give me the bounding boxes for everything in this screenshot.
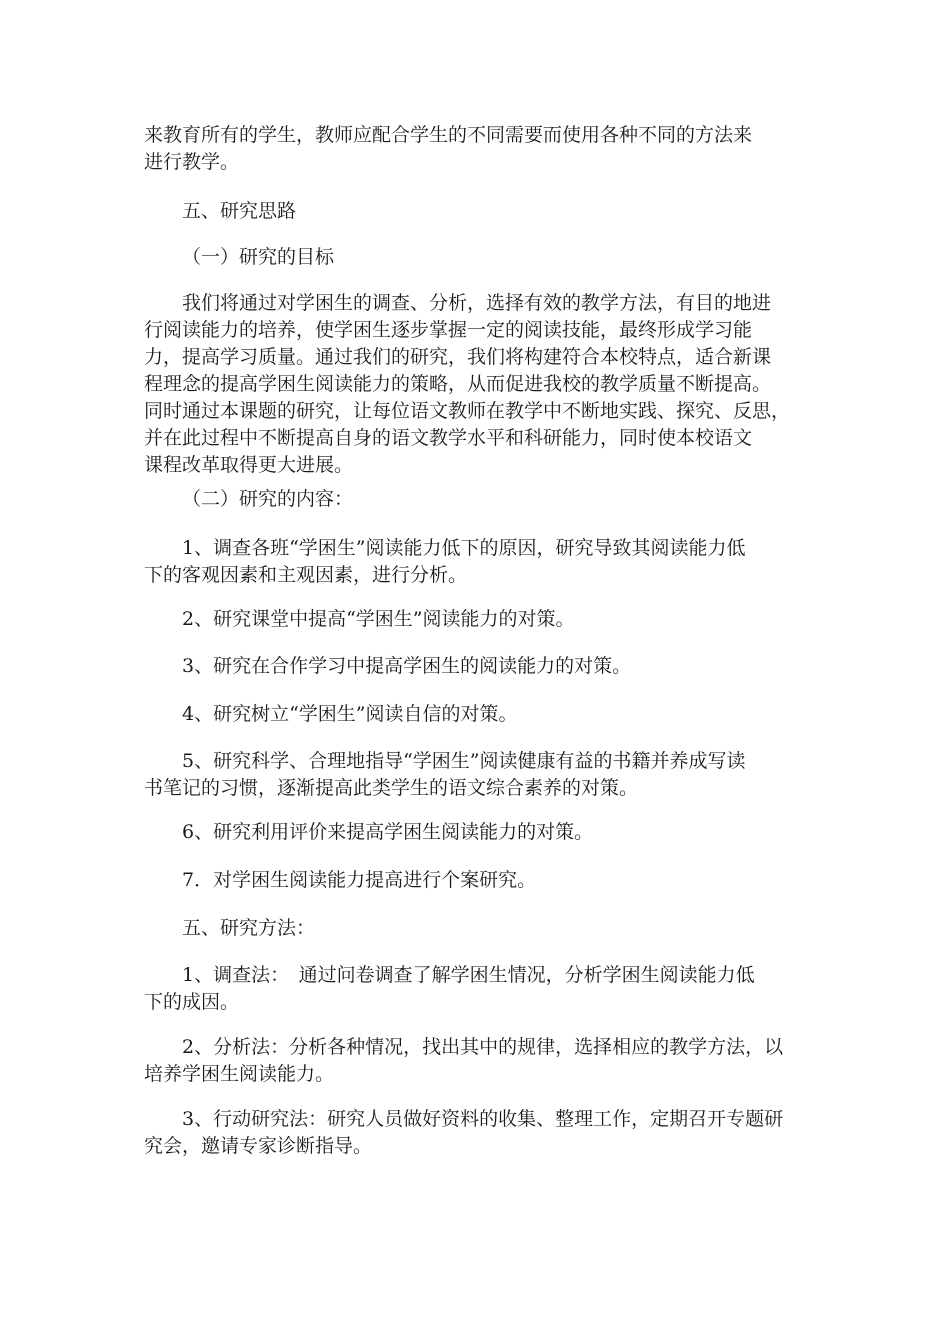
subheading-research-goal <box>144 244 824 271</box>
text-line: 培养学困生阅读能力。 <box>144 1063 335 1085</box>
list-item-7 <box>144 867 824 894</box>
list-item-4 <box>144 701 824 728</box>
text-line: 课程改革取得更大进展。 <box>144 454 354 476</box>
text-line: 3、研究在合作学习中提高学困生的阅读能力的对策。 <box>182 655 632 677</box>
text-line: 程理念的提高学困生阅读能力的策略，从而促进我校的教学质量不断提高。 <box>144 373 772 395</box>
text-line: 我们将通过对学困生的调查、分析，选择有效的教学方法，有目的地进 <box>182 292 772 314</box>
text-line: 行阅读能力的培养，使学困生逐步掌握一定的阅读技能，最终形成学习能 <box>144 319 753 341</box>
heading-research-methods <box>144 915 824 942</box>
text-line: 来教育所有的学生，教师应配合学生的不同需要而使用各种不同的方法来 <box>144 124 753 146</box>
text-line: 2、分析法：分析各种情况，找出其中的规律，选择相应的教学方法，以 <box>182 1036 784 1058</box>
paragraph-continuation <box>144 122 824 176</box>
text-line: 力，提高学习质量。通过我们的研究，我们将构建符合本校特点，适合新课 <box>144 346 772 368</box>
text-line: 5、研究科学、合理地指导“学困生”阅读健康有益的书籍并养成写读 <box>182 750 746 772</box>
list-item-6 <box>144 819 824 846</box>
text-line: 4、研究树立“学困生”阅读自信的对策。 <box>182 703 518 725</box>
text-line: 进行教学。 <box>144 151 240 173</box>
heading-research-approach <box>144 198 824 225</box>
text-line: 同时通过本课题的研究，让每位语文教师在教学中不断地实践、探究、反思， <box>144 400 791 422</box>
subheading-research-content <box>144 486 824 513</box>
list-item-5 <box>144 748 824 802</box>
method-item-1 <box>144 962 824 1016</box>
text-line: （二）研究的内容： <box>182 488 354 510</box>
text-line: （一）研究的目标 <box>182 246 335 268</box>
text-line: 3、行动研究法：研究人员做好资料的收集、整理工作，定期召开专题研 <box>182 1108 784 1130</box>
text-line: 书笔记的习惯，逐渐提高此类学生的语文综合素养的对策。 <box>144 777 639 799</box>
paragraph-goal <box>144 290 824 479</box>
text-line: 6、研究利用评价来提高学困生阅读能力的对策。 <box>182 821 594 843</box>
text-line: 并在此过程中不断提高自身的语文教学水平和科研能力，同时使本校语文 <box>144 427 753 449</box>
method-item-3 <box>144 1106 824 1160</box>
method-item-2 <box>144 1034 824 1088</box>
text-line: 7．对学困生阅读能力提高进行个案研究。 <box>182 869 537 891</box>
text-line: 究会，邀请专家诊断指导。 <box>144 1135 373 1157</box>
list-item-3 <box>144 653 824 680</box>
text-line: 五、研究思路 <box>182 200 297 222</box>
text-line: 2、研究课堂中提高“学困生”阅读能力的对策。 <box>182 608 575 630</box>
list-item-1 <box>144 535 824 589</box>
text-line: 五、研究方法： <box>182 917 316 939</box>
text-line: 下的客观因素和主观因素，进行分析。 <box>144 564 468 586</box>
text-line: 1、调查各班“学困生”阅读能力低下的原因，研究导致其阅读能力低 <box>182 537 746 559</box>
list-item-2 <box>144 606 824 633</box>
text-line: 下的成因。 <box>144 991 240 1013</box>
text-line: 1、调查法： 通过问卷调查了解学困生情况，分析学困生阅读能力低 <box>182 964 755 986</box>
